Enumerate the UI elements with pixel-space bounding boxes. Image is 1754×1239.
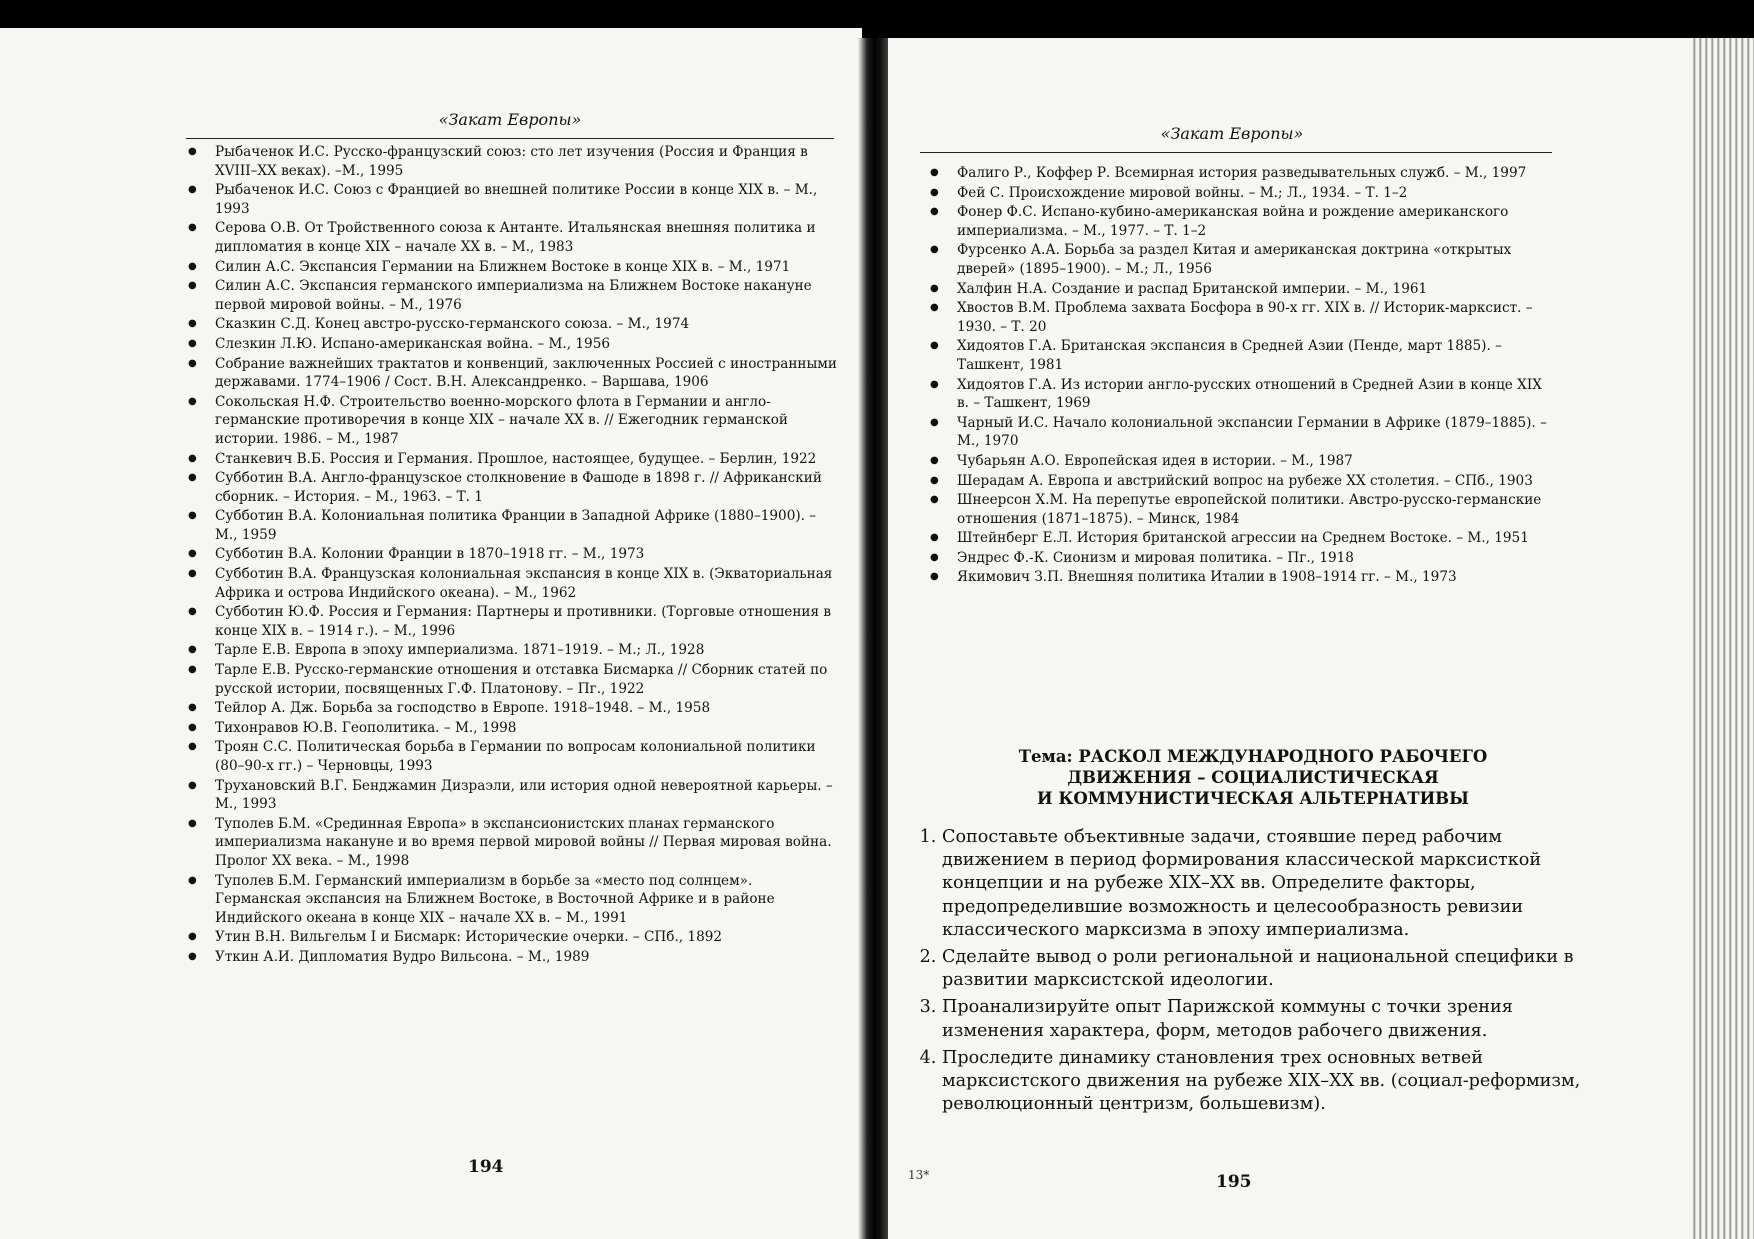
- page-edges: [1690, 38, 1754, 1239]
- bibliography-entry: ● Рыбаченок И.С. Союз с Францией во внешней политике России в конце XIX в. – М., 1993: [188, 181, 838, 218]
- bibliography-entry: ● Штейнберг Е.Л. История британской агрессии на Среднем Востоке. – М., 1951: [930, 529, 1552, 548]
- bibliography-list: [188, 143, 838, 968]
- bibliography-entry: ● Чубарьян А.О. Европейская идея в истории. – М., 1987: [930, 452, 1552, 471]
- header-rule: [920, 152, 1552, 153]
- bibliography-entry: ● Туполев Б.М. Германский империализм в борьбе за «место под солнцем». Германская экспансия на Ближнем Востоке, в Восточной Африке и в районе Индийского океана в конце XIX – начале XX в. – М., 1991: [188, 872, 838, 928]
- bibliography-entry: ● Силин А.С. Экспансия германского империализма на Ближнем Востоке накануне первой мировой войны. – М., 1976: [188, 277, 838, 314]
- signature-mark: 13*: [908, 1168, 930, 1182]
- bibliography-entry: ● Станкевич В.Б. Россия и Германия. Прошлое, настоящее, будущее. – Берлин, 1922: [188, 450, 838, 469]
- bibliography-entry: ● Хвостов В.М. Проблема захвата Босфора в 90-х гг. XIX в. // Историк-марксист. – 1930. – Т. 20: [930, 299, 1552, 336]
- bibliography-entry: ● Троян С.С. Политическая борьба в Германии по вопросам колониальной политики (80–90-х гг.) – Черновцы, 1993: [188, 738, 838, 775]
- bibliography-entry: ● Рыбаченок И.С. Русско-французский союз: сто лет изучения (Россия и Франция в XVIII–XX веках). –М., 1995: [188, 143, 838, 180]
- bibliography-entry: ● Фурсенко А.А. Борьба за раздел Китая и американская доктрина «открытых дверей» (1895–1900). – М.; Л., 1956: [930, 241, 1552, 278]
- bibliography-entry: ● Фонер Ф.С. Испано-кубино-американская война и рождение американского империализма. – М., 1977. – Т. 1–2: [930, 203, 1552, 240]
- bibliography-entry: ● Силин А.С. Экспансия Германии на Ближнем Востоке в конце XIX в. – М., 1971: [188, 258, 838, 277]
- bibliography-entry: ● Фалиго Р., Коффер Р. Всемирная история разведывательных служб. – М., 1997: [930, 164, 1552, 183]
- bibliography-entry: ● Халфин Н.А. Создание и распад Британской империи. – М., 1961: [930, 280, 1552, 299]
- bibliography-entry: ● Фей С. Происхождение мировой войны. – М.; Л., 1934. – Т. 1–2: [930, 184, 1552, 203]
- book-spine-shadow: [858, 38, 888, 1239]
- bibliography-entry: ● Сокольская Н.Ф. Строительство военно-морского флота в Германии и англо-германские противоречия в конце XIX – начале XX в. // Ежегодник германской истории. 1986. – М., 1987: [188, 393, 838, 449]
- bibliography-entry: ● Субботин В.А. Французская колониальная экспансия в конце XIX в. (Экваториальная Африка и острова Индийского океана). – М., 1962: [188, 565, 838, 602]
- task-item: 2. Сделайте вывод о роли региональной и национальной специфики в развитии марксистской идеологии.: [942, 946, 1582, 992]
- task-item: 3. Проанализируйте опыт Парижской коммуны с точки зрения изменения характера, форм, методов рабочего движения.: [942, 996, 1582, 1042]
- running-header: «Закат Европы»: [438, 110, 582, 129]
- bibliography-entry: ● Слезкин Л.Ю. Испано-американская война. – М., 1956: [188, 335, 838, 354]
- bibliography-entry: ● Трухановский В.Г. Бенджамин Дизраэли, или история одной невероятной карьеры. – М., 1993: [188, 777, 838, 814]
- bibliography-entry: ● Чарный И.С. Начало колониальной экспансии Германии в Африке (1879–1885). – М., 1970: [930, 414, 1552, 451]
- topic-heading-line: Тема: РАСКОЛ МЕЖДУНАРОДНОГО РАБОЧЕГО: [1018, 747, 1488, 766]
- page-number: 194: [468, 1157, 504, 1177]
- bibliography-entry: ● Тихонравов Ю.В. Геополитика. – М., 1998: [188, 719, 838, 738]
- bibliography-entry: ● Субботин Ю.Ф. Россия и Германия: Партнеры и противники. (Торговые отношения в конце XIX в. – 1914 г.). – М., 1996: [188, 603, 838, 640]
- task-item: 1. Сопоставьте объективные задачи, стоявшие перед рабочим движением в период формирования классической марксисткой концепции и на рубеже XIX–XX вв. Определите факторы, предопределившие возможность и целесообразность ревизии классического марксизма в эпоху империализма.: [942, 826, 1582, 942]
- bibliography-entry: ● Сказкин С.Д. Конец австро-русско-германского союза. – М., 1974: [188, 315, 838, 334]
- bibliography-entry: ● Шнеерсон Х.М. На перепутье европейской политики. Австро-русско-германские отношения (1871–1875). – Минск, 1984: [930, 491, 1552, 528]
- bibliography-entry: ● Хидоятов Г.А. Из истории англо-русских отношений в Средней Азии в конце XIX в. – Ташкент, 1969: [930, 376, 1552, 413]
- bibliography-entry: ● Тейлор А. Дж. Борьба за господство в Европе. 1918–1948. – М., 1958: [188, 699, 838, 718]
- bibliography-entry: ● Субботин В.А. Англо-французское столкновение в Фашоде в 1898 г. // Африканский сборник. – История. – М., 1963. – Т. 1: [188, 469, 838, 506]
- left-page: [0, 28, 862, 1239]
- task-list: [910, 826, 1582, 1120]
- bibliography-entry: ● Утин В.Н. Вильгельм I и Бисмарк: Исторические очерки. – СПб., 1892: [188, 928, 838, 947]
- task-item: 4. Проследите динамику становления трех основных ветвей марксистского движения на рубеже XIX–XX вв. (социал-реформизм, революционный центризм, большевизм).: [942, 1047, 1582, 1117]
- bibliography-entry: ● Шерадам А. Европа и австрийский вопрос на рубеже XX столетия. – СПб., 1903: [930, 472, 1552, 491]
- header-rule: [186, 138, 834, 139]
- bibliography-list: [930, 164, 1552, 588]
- page-number: 195: [1216, 1172, 1252, 1192]
- bibliography-entry: ● Субботин В.А. Колонии Франции в 1870–1918 гг. – М., 1973: [188, 545, 838, 564]
- bibliography-entry: ● Субботин В.А. Колониальная политика Франции в Западной Африке (1880–1900). – М., 1959: [188, 507, 838, 544]
- bibliography-entry: ● Туполев Б.М. «Срединная Европа» в экспансионистских планах германского империализма накануне и во время первой мировой войны // Первая мировая война. Пролог XX века. – М., 1998: [188, 815, 838, 871]
- bibliography-entry: ● Якимович З.П. Внешняя политика Италии в 1908–1914 гг. – М., 1973: [930, 568, 1552, 587]
- bibliography-entry: ● Эндрес Ф.-К. Сионизм и мировая политика. – Пг., 1918: [930, 549, 1552, 568]
- running-header: «Закат Европы»: [1160, 124, 1304, 143]
- topic-heading-line: И КОММУНИСТИЧЕСКАЯ АЛЬТЕРНАТИВЫ: [1037, 789, 1469, 808]
- bibliography-entry: ● Тарле Е.В. Русско-германские отношения и отставка Бисмарка // Сборник статей по русской истории, посвященных Г.Ф. Платонову. – Пг., 1922: [188, 661, 838, 698]
- topic-heading: [928, 746, 1578, 809]
- bibliography-entry: ● Серова О.В. От Тройственного союза к Антанте. Итальянская внешняя политика и дипломатия в конце XIX – начале XX в. – М., 1983: [188, 219, 838, 256]
- right-page: [888, 38, 1754, 1239]
- bibliography-entry: ● Тарле Е.В. Европа в эпоху империализма. 1871–1919. – М.; Л., 1928: [188, 641, 838, 660]
- bibliography-entry: ● Хидоятов Г.А. Британская экспансия в Средней Азии (Пенде, март 1885). – Ташкент, 1981: [930, 337, 1552, 374]
- bibliography-entry: ● Собрание важнейших трактатов и конвенций, заключенных Россией с иностранными державами. 1774–1906 / Сост. В.Н. Александренко. – Варшава, 1906: [188, 355, 838, 392]
- bibliography-entry: ● Уткин А.И. Дипломатия Вудро Вильсона. – М., 1989: [188, 948, 838, 967]
- topic-heading-line: ДВИЖЕНИЯ – СОЦИАЛИСТИЧЕСКАЯ: [1067, 768, 1439, 787]
